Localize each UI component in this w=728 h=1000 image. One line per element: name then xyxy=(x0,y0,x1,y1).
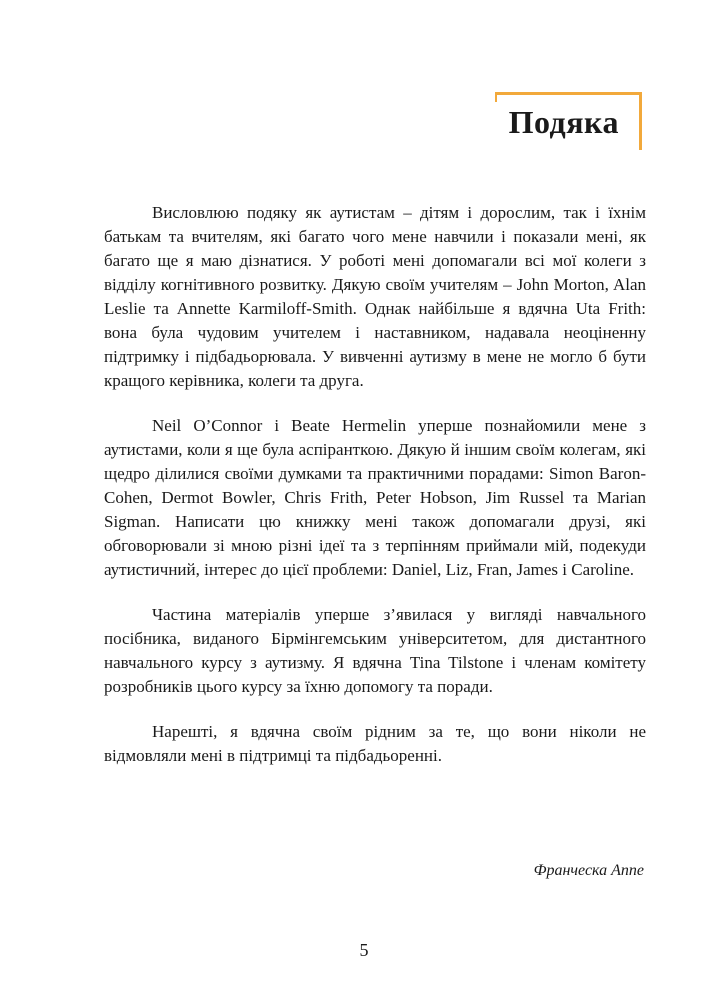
page-number: 5 xyxy=(359,940,369,960)
author-signature: Франческа Аппе xyxy=(533,862,644,879)
paragraph-2: Neil O’Connor і Beate Hermelin уперше познайомили мене з аутистами, коли я ще була аспіранткою. Дякую й іншим своїм колегам, які щедро ділилися своїми думками та практичними порадами: Simon Baron-Cohen, Dermot Bowler, Chris Frith, Peter Hobson, Jim Russel та Marian Sigman. Написати цю книжку мені також допомагали друзі, які обговорювали зі мною різні ідеї та з терпінням приймали мій, подекуди аутистичний, інтерес до цієї проблеми: Daniel, Liz, Fran, James і Caroline. xyxy=(104,416,646,579)
paragraph-3: Частина матеріалів уперше з’явилася у вигляді навчального посібника, виданого Бірмінгемським університетом, для дистантного навчального курсу з аутизму. Я вдячна Tina Tilstone і членам комітету розробників цього курсу за їхню допомогу та поради. xyxy=(104,605,646,696)
paragraph-1: Висловлюю подяку як аутистам – дітям і дорослим, так і їхнім батькам та вчителям, які багато чого мене навчили і показали мені, як багато ще я маю дізнатися. У роботі мені допомагали всі мої колеги з відділу когнітивного розвитку. Дякую своїм учителям – John Morton, Alan Leslie та Annette Karmiloff-Smith. Однак найбільше я вдячна Uta Frith: вона була чудовим учителем і наставником, надавала неоціненну підтримку і підбадьорювала. У вивченні аутизму в мене не могло б бути кращого керівника, колеги та друга. xyxy=(104,203,646,390)
body-text xyxy=(104,201,646,789)
paragraph-4: Нарешті, я вдячна своїм рідним за те, що вони ніколи не відмовляли мені в підтримці та підбадьоренні. xyxy=(104,722,646,765)
title-frame xyxy=(497,92,642,150)
page-title: Подяка xyxy=(508,104,619,140)
